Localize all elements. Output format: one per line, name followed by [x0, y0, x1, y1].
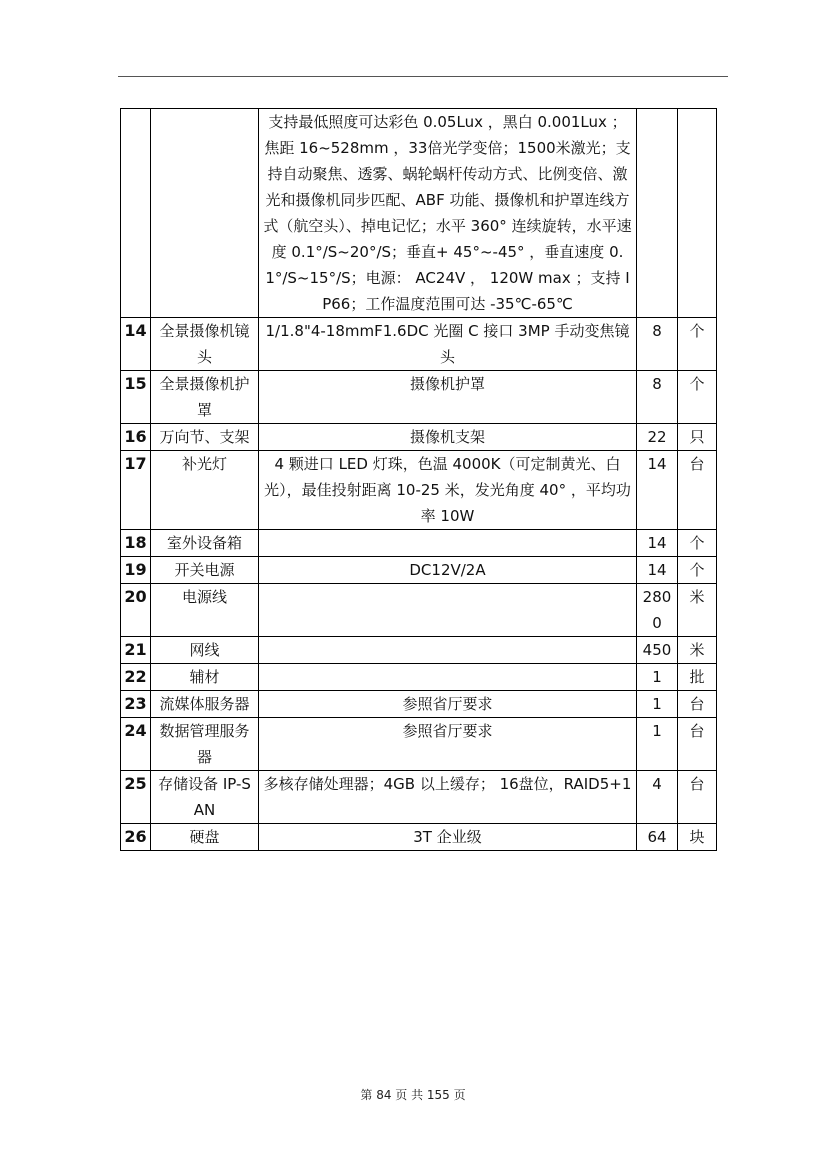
- row-qty: 14: [637, 451, 678, 530]
- table-row: [121, 691, 717, 718]
- row-qty: 4: [637, 771, 678, 824]
- row-qty: [637, 109, 678, 318]
- row-name: 全景摄像机镜头: [151, 318, 259, 371]
- row-spec: 摄像机护罩: [259, 371, 637, 424]
- row-spec: 多核存储处理器；4GB 以上缓存； 16盘位，RAID5+1: [259, 771, 637, 824]
- row-unit: [678, 109, 717, 318]
- table-row: [121, 584, 717, 637]
- row-spec: [259, 530, 637, 557]
- row-number: 24: [121, 718, 151, 771]
- row-spec: 3T 企业级: [259, 824, 637, 851]
- row-number: 18: [121, 530, 151, 557]
- row-name: [151, 109, 259, 318]
- row-unit: 个: [678, 318, 717, 371]
- table-row: [121, 451, 717, 530]
- row-qty: 14: [637, 557, 678, 584]
- row-number: 15: [121, 371, 151, 424]
- row-qty: 22: [637, 424, 678, 451]
- row-name: 数据管理服务器: [151, 718, 259, 771]
- row-spec: DC12V/2A: [259, 557, 637, 584]
- row-qty: 450: [637, 637, 678, 664]
- row-name: 存储设备 IP-SAN: [151, 771, 259, 824]
- row-name: 硬盘: [151, 824, 259, 851]
- row-unit: 台: [678, 691, 717, 718]
- table-row: [121, 664, 717, 691]
- header-rule: [118, 76, 728, 77]
- row-number: 19: [121, 557, 151, 584]
- row-number: 23: [121, 691, 151, 718]
- row-name: 电源线: [151, 584, 259, 637]
- row-unit: 台: [678, 451, 717, 530]
- row-unit: 块: [678, 824, 717, 851]
- table-row: [121, 637, 717, 664]
- row-qty: 1: [637, 664, 678, 691]
- equipment-table: [120, 108, 717, 851]
- row-qty: 8: [637, 371, 678, 424]
- row-unit: 个: [678, 371, 717, 424]
- row-number: 25: [121, 771, 151, 824]
- row-unit: 批: [678, 664, 717, 691]
- table-row: [121, 557, 717, 584]
- row-spec: 参照省厅要求: [259, 691, 637, 718]
- row-unit: 只: [678, 424, 717, 451]
- row-spec: [259, 664, 637, 691]
- row-spec: [259, 584, 637, 637]
- row-spec: 摄像机支架: [259, 424, 637, 451]
- row-spec: [259, 637, 637, 664]
- table-row: [121, 371, 717, 424]
- row-name: 流媒体服务器: [151, 691, 259, 718]
- row-name: 全景摄像机护罩: [151, 371, 259, 424]
- row-unit: 个: [678, 557, 717, 584]
- row-number: 16: [121, 424, 151, 451]
- table-row: [121, 771, 717, 824]
- row-name: 网线: [151, 637, 259, 664]
- row-qty: 2800: [637, 584, 678, 637]
- row-number: 26: [121, 824, 151, 851]
- row-spec: 支持最低照度可达彩色 0.05Lux ，黑白 0.001Lux ；焦距 16~528mm ，33倍光学变倍；1500米激光；支持自动聚焦、透雾、蜗轮蜗杆传动方式、比例变倍、激光和摄像机同步匹配、ABF 功能、摄像机和护罩连线方式（航空头）、掉电记忆；水平 360° 连续旋转，水平速度 0.1°/S~20°/S；垂直+ 45°~-45° ，垂直速度 0.1°/S~15°/S；电源： AC24V ， 120W max ；支持 IP66；工作温度范围可达 -35℃-65℃: [259, 109, 637, 318]
- row-name: 开关电源: [151, 557, 259, 584]
- row-name: 室外设备箱: [151, 530, 259, 557]
- table-body: [121, 109, 717, 851]
- row-number: 21: [121, 637, 151, 664]
- row-number: 14: [121, 318, 151, 371]
- table-row-continued: [121, 109, 717, 318]
- table-row: [121, 718, 717, 771]
- row-number: 22: [121, 664, 151, 691]
- table-row: [121, 530, 717, 557]
- row-qty: 1: [637, 691, 678, 718]
- row-qty: 1: [637, 718, 678, 771]
- row-number: 17: [121, 451, 151, 530]
- row-unit: 米: [678, 637, 717, 664]
- table-row: [121, 318, 717, 371]
- row-spec: 1/1.8"4-18mmF1.6DC 光圈 C 接口 3MP 手动变焦镜头: [259, 318, 637, 371]
- row-qty: 8: [637, 318, 678, 371]
- table-row: [121, 424, 717, 451]
- row-number: 20: [121, 584, 151, 637]
- row-name: 辅材: [151, 664, 259, 691]
- row-name: 补光灯: [151, 451, 259, 530]
- row-spec: 4 颗进口 LED 灯珠，色温 4000K（可定制黄光、白光），最佳投射距离 10-25 米，发光角度 40° ，平均功率 10W: [259, 451, 637, 530]
- row-unit: 个: [678, 530, 717, 557]
- row-qty: 14: [637, 530, 678, 557]
- row-unit: 台: [678, 771, 717, 824]
- row-spec: 参照省厅要求: [259, 718, 637, 771]
- row-qty: 64: [637, 824, 678, 851]
- row-name: 万向节、支架: [151, 424, 259, 451]
- table-row: [121, 824, 717, 851]
- row-number: [121, 109, 151, 318]
- page-footer: 第 84 页 共 155 页: [360, 1088, 466, 1102]
- row-unit: 台: [678, 718, 717, 771]
- row-unit: 米: [678, 584, 717, 637]
